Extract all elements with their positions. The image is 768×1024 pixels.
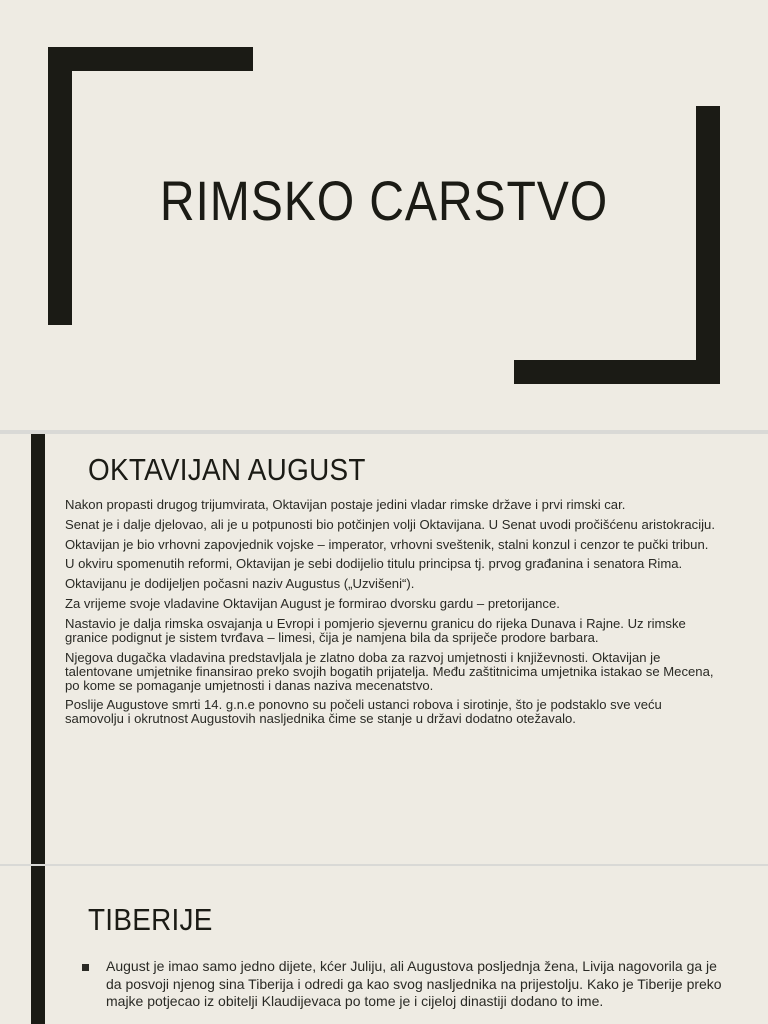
bullet-list: [82, 958, 732, 1011]
bullet-item: [82, 958, 732, 1011]
paragraph: Senat je i dalje djelovao, ali je u potpunosti bio potčinjen volji Oktavijana. U Senat uvodi pročišćenu aristokraciju.: [65, 516, 715, 532]
paragraph: Oktavijanu je dodijeljen počasni naziv Augustus („Uzvišeni“).: [65, 576, 415, 592]
paragraph: U okviru spomenutih reformi, Oktavijan je sebi dodijelio titulu principsa tj. prvog građanina i senatora Rima.: [65, 556, 683, 572]
paragraph: Poslije Augustove smrti 14. g.n.e ponovno su počeli ustanci robova i sirotinje, što je podstaklo sve veću samovolju i okrutnost Augustovih nasljednika čime se stanje u državi dodatno otežavalo.: [65, 697, 662, 727]
paragraph-list: [65, 498, 715, 732]
slide-heading: OKTAVIJAN AUGUST: [88, 452, 366, 487]
side-accent-bar: [31, 434, 45, 864]
bullet-text: August je imao samo jedno dijete, kćer Juliju, ali Augustova posljednja žena, Livija nagovorila ga je da posvoji njenog sina Tiberija i odredi ga kao svog nasljednika na prijestolju. Kako je Tiberije preko majke potjecao iz obitelji Klaudijevaca po tome je i cijeloj dinastiji dodano to ime.: [106, 958, 722, 1009]
frame-bar-bottom-right-vertical: [696, 106, 720, 384]
paragraph: Oktavijan je bio vrhovni zapovjednik vojske – imperator, vrhovni sveštenik, stalni konzul i cenzor te pučki tribun.: [65, 536, 709, 552]
frame-bar-top-left-horizontal: [48, 47, 253, 71]
square-bullet-icon: [82, 964, 89, 971]
paragraph: Nastavio je dalja rimska osvajanja u Evropi i pomjerio sjevernu granicu do rijeka Dunava i Rajne. Uz rimske granice podignut je sistem tvrđava – limesi, čija je namjena bila da spriječe prodore barbara.: [65, 615, 686, 645]
paragraph: Nakon propasti drugog trijumvirata, Oktavijan postaje jedini vladar rimske države i prvi rimski car.: [65, 497, 626, 512]
paragraph: Za vrijeme svoje vladavine Oktavijan August je formirao dvorsku gardu – pretorijance.: [65, 595, 560, 611]
slide-heading: TIBERIJE: [88, 902, 213, 937]
content-slide-oktavijan: [0, 434, 768, 864]
paragraph: Njegova dugačka vladavina predstavljala je zlatno doba za razvoj umjetnosti i književnosti. Oktavijan je talentovane umjetnike finansirao preko svojih bogatih prijatelja. Među zaštitnicima umjetnika istakao se Mecena, po kome se pomaganje umjetnosti i danas naziva mecenatstvo.: [65, 649, 714, 693]
title-slide: [0, 0, 768, 430]
frame-bar-bottom-right-horizontal: [514, 360, 720, 384]
slide-title: RIMSKO CARSTVO: [159, 169, 609, 232]
content-slide-tiberije: [0, 866, 768, 1024]
side-accent-bar: [31, 866, 45, 1024]
